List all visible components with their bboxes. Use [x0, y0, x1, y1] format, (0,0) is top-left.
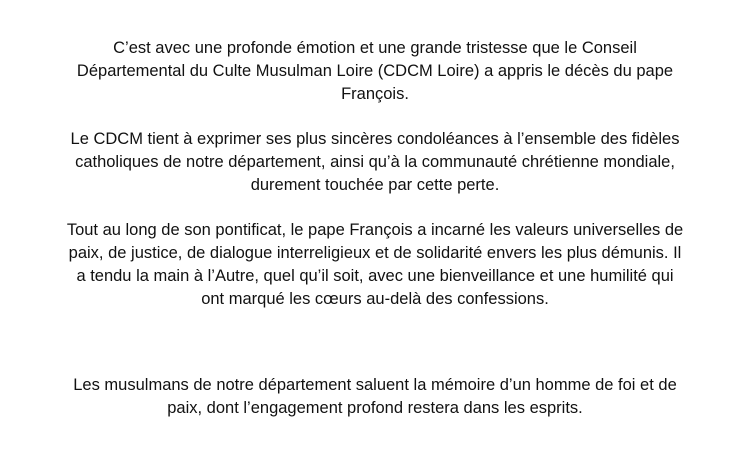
text-line: Le CDCM tient à exprimer ses plus sincères condoléances à l’ensemble des fidèles: [70, 130, 680, 148]
text-line: durement touchée par cette perte.: [250, 176, 500, 194]
paragraph-tribute: [20, 219, 730, 311]
text-line: Tout au long de son pontificat, le pape François a incarné les valeurs universelles de: [66, 221, 684, 239]
text-line: Départemental du Culte Musulman Loire (CDCM Loire) a appris le décès du pape: [76, 62, 674, 80]
text-line: paix, dont l’engagement profond restera dans les esprits.: [167, 399, 583, 417]
paragraph-closing: [20, 374, 730, 420]
text-line: catholiques de notre département, ainsi qu’à la communauté chrétienne mondiale,: [75, 153, 675, 171]
paragraph-announcement: [20, 37, 730, 106]
text-line: ont marqué les cœurs au-delà des confessions.: [201, 290, 549, 308]
text-line: François.: [341, 85, 409, 103]
paragraph-condolences: [20, 128, 730, 197]
text-line: Les musulmans de notre département saluent la mémoire d’un homme de foi et de: [73, 376, 677, 394]
text-line: C’est avec une profonde émotion et une grande tristesse que le Conseil: [113, 39, 637, 57]
text-line: paix, de justice, de dialogue interreligieux et de solidarité envers les plus démunis. Il: [68, 244, 682, 262]
text-line: a tendu la main à l’Autre, quel qu’il soit, avec une bienveillance et une humilité qui: [76, 267, 674, 285]
